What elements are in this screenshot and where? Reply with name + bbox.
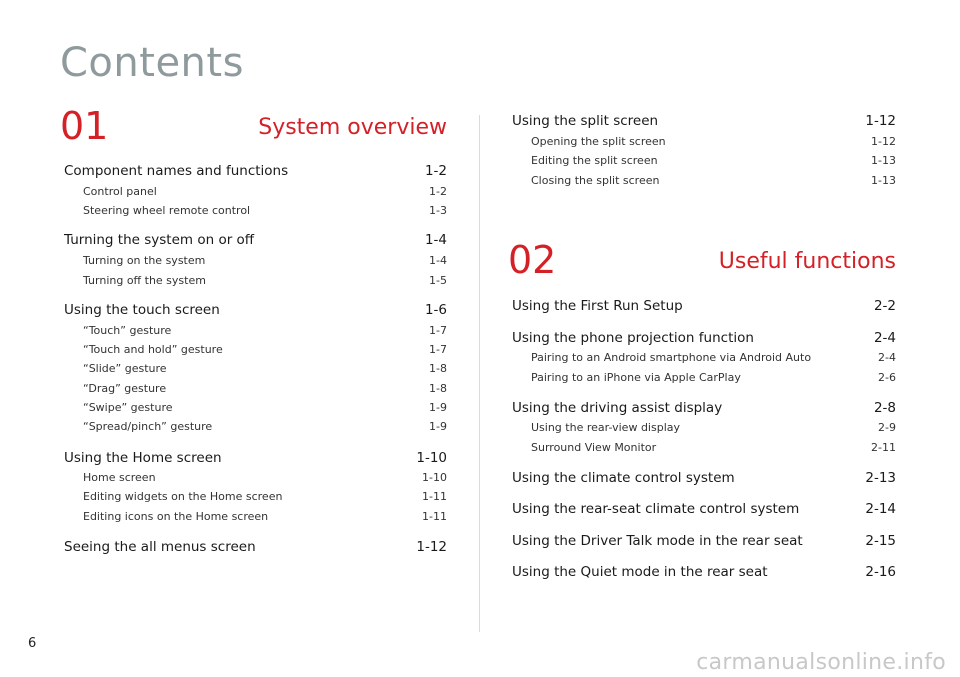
toc-entry-page: 1-7: [429, 343, 447, 356]
toc-entry-page: 2-4: [878, 351, 896, 364]
toc-entry-page: 2-14: [865, 501, 896, 517]
toc-entry-label: “Drag” gesture: [83, 382, 167, 395]
toc-entry-label: “Touch” gesture: [83, 324, 172, 337]
toc-entry[interactable]: [64, 539, 447, 555]
section-title: Useful functions: [718, 249, 896, 274]
toc-entry-page: 2-4: [873, 330, 896, 346]
toc-entry-page: 1-11: [422, 510, 447, 523]
toc-entry-label: Pairing to an Android smartphone via Android Auto: [531, 351, 812, 364]
toc-entry-label: Control panel: [83, 185, 157, 198]
toc-entry-label: Seeing the all menus screen: [64, 539, 256, 555]
toc-entry-page: 2-11: [871, 441, 896, 454]
toc-entry-page: 1-13: [871, 174, 896, 187]
toc-subentry[interactable]: [64, 471, 447, 484]
toc-entry-page: 1-8: [429, 382, 447, 395]
toc-entry-label: Using the Home screen: [64, 450, 222, 466]
toc-entry[interactable]: [64, 450, 447, 466]
toc-entry-label: Using the split screen: [512, 113, 659, 129]
section-header: [508, 234, 896, 292]
toc-entry-page: 1-10: [422, 471, 447, 484]
toc-subentry[interactable]: [64, 362, 447, 375]
toc-entry-page: 1-2: [429, 185, 447, 198]
toc-subentry[interactable]: [64, 343, 447, 356]
toc-entry-page: 2-6: [878, 371, 896, 384]
toc-subentry[interactable]: [512, 421, 896, 434]
toc-entry-label: Pairing to an iPhone via Apple CarPlay: [531, 371, 741, 384]
toc-entry-page: 1-3: [429, 204, 447, 217]
toc-entry-page: 1-12: [416, 539, 447, 555]
toc-entry-label: Using the rear-view display: [531, 421, 681, 434]
toc-entry-page: 1-6: [424, 302, 447, 318]
toc-entry-page: 1-13: [871, 154, 896, 167]
toc-entry-label: Steering wheel remote control: [83, 204, 251, 217]
toc-entry-label: Surround View Monitor: [531, 441, 657, 454]
toc-entry[interactable]: [512, 330, 896, 346]
toc-entry-label: Component names and functions: [64, 163, 289, 179]
toc-subentry[interactable]: [64, 204, 447, 217]
toc-entry-label: Using the driving assist display: [512, 400, 723, 416]
toc-subentry[interactable]: [512, 441, 896, 454]
toc-entry[interactable]: [512, 533, 896, 549]
column-divider: [479, 115, 480, 632]
toc-entry-label: “Spread/pinch” gesture: [83, 420, 213, 433]
toc-entry-label: Closing the split screen: [531, 174, 660, 187]
toc-entry[interactable]: [64, 302, 447, 318]
toc-entry-label: Opening the split screen: [531, 135, 666, 148]
toc-subentry[interactable]: [64, 490, 447, 503]
page-title: Contents: [60, 40, 244, 86]
section-number: 02: [508, 238, 557, 282]
toc-subentry[interactable]: [512, 371, 896, 384]
toc-subentry[interactable]: [512, 351, 896, 364]
toc-entry-label: Turning off the system: [83, 274, 206, 287]
toc-subentry[interactable]: [512, 174, 896, 187]
toc-entry-page: 1-9: [429, 401, 447, 414]
toc-entry-page: 1-4: [429, 254, 447, 267]
toc-entry-label: Home screen: [83, 471, 156, 484]
toc-entry-page: 1-11: [422, 490, 447, 503]
toc-entry-label: Using the Quiet mode in the rear seat: [512, 564, 768, 580]
toc-entry-label: Using the phone projection function: [512, 330, 754, 346]
toc-subentry[interactable]: [64, 254, 447, 267]
toc-entry[interactable]: [512, 564, 896, 580]
toc-entry-page: 2-13: [865, 470, 896, 486]
toc-entry-label: Using the touch screen: [64, 302, 220, 318]
toc-entry-page: 1-12: [865, 113, 896, 129]
toc-entry-label: “Slide” gesture: [83, 362, 167, 375]
toc-entry-page: 1-4: [424, 232, 447, 248]
toc-entry-page: 1-10: [416, 450, 447, 466]
toc-entry-label: Using the Driver Talk mode in the rear seat: [512, 533, 803, 549]
toc-entry-page: 2-2: [873, 298, 896, 314]
toc-subentry[interactable]: [512, 154, 896, 167]
toc-entry-label: Turning the system on or off: [64, 232, 255, 248]
toc-subentry[interactable]: [64, 185, 447, 198]
toc-subentry[interactable]: [64, 274, 447, 287]
toc-subentry[interactable]: [64, 420, 447, 433]
toc-entry-label: Editing widgets on the Home screen: [83, 490, 283, 503]
section-number: 01: [60, 104, 109, 148]
section-01: [60, 100, 447, 555]
watermark: carmanualsonline.info: [696, 650, 946, 675]
toc-entry-page: 2-8: [873, 400, 896, 416]
toc-entry-page: 1-7: [429, 324, 447, 337]
section-title: System overview: [258, 115, 447, 140]
toc-entry-label: “Swipe” gesture: [83, 401, 173, 414]
toc-entry[interactable]: [512, 400, 896, 416]
toc-subentry[interactable]: [64, 324, 447, 337]
toc-entry-page: 1-8: [429, 362, 447, 375]
toc-entry-page: 1-12: [871, 135, 896, 148]
toc-entry-page: 2-16: [865, 564, 896, 580]
toc-entry[interactable]: [512, 470, 896, 486]
toc-entry[interactable]: [512, 113, 896, 129]
toc-subentry[interactable]: [64, 401, 447, 414]
toc-entry[interactable]: [64, 232, 447, 248]
toc-entry[interactable]: [512, 298, 896, 314]
toc-entry-label: Using the rear-seat climate control system: [512, 501, 800, 517]
toc-entry-page: 1-2: [424, 163, 447, 179]
toc-entry-label: Using the First Run Setup: [512, 298, 683, 314]
toc-entry[interactable]: [512, 501, 896, 517]
toc-entry-label: Editing the split screen: [531, 154, 658, 167]
page-number: 6: [28, 636, 37, 651]
toc-entry-page: 2-15: [865, 533, 896, 549]
toc-entry-page: 2-9: [878, 421, 896, 434]
toc-entry[interactable]: [64, 163, 447, 179]
toc-entry-page: 1-9: [429, 420, 447, 433]
toc-entry-label: Using the climate control system: [512, 470, 735, 486]
toc-subentry[interactable]: [512, 135, 896, 148]
toc-entry-label: Editing icons on the Home screen: [83, 510, 269, 523]
toc-entry-label: “Touch and hold” gesture: [83, 343, 223, 356]
toc-subentry[interactable]: [64, 382, 447, 395]
toc-subentry[interactable]: [64, 510, 447, 523]
toc-entry-page: 1-5: [429, 274, 447, 287]
section-header: [60, 100, 447, 158]
toc-entry-label: Turning on the system: [83, 254, 206, 267]
